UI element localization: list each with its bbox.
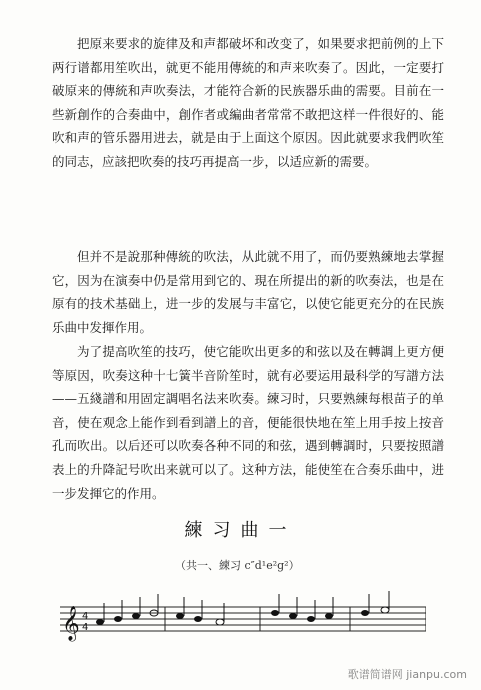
paragraph-3: 为了提高吹笙的技巧，使它能吹出更多的和弦以及在轉調上更方便等原因，吹奏这种十七簧半音阶笙时，就有必要运用最科学的写譜方法——五綫譜和用固定調唱名法来吹奏。練习时，只要熟練每根苗子的单音，使在观念上能作到看到譜上的音，便能很快地在笙上用手按上按音孔而吹出。以后还可以吹奏各种不同的和弦，遇到轉調时，只要按照譜表上的升降記号吹出来就可以了。这种方法，能使笙在合奏乐曲中，进一步发揮它的作用。 — [52, 344, 444, 501]
time-signature: 4 — [82, 611, 89, 622]
paragraph-2: 但并不是說那种傳統的吹法，从此就不用了，而仍要熟練地去掌握它，因为在演奏中仍是常用到它的、現在所提出的新的吹奏法，也是在原有的技术基础上，进一步的发展与丰富它，以使它能更充分的在民族乐曲中发揮作用。 — [52, 249, 444, 335]
notes — [96, 591, 389, 625]
exercise-title: 練习曲一 — [184, 520, 297, 541]
treble-clef-icon: 𝄞 — [62, 606, 80, 641]
watermark: 歌谱简谱网 jianpu.com — [347, 668, 467, 681]
paragraph-1: 把原来要求的旋律及和声都破坏和改变了，如果要求把前例的上下两行谱都用笙吹出，就更不能用傳統的和声来吹奏了。因此，一定要打破原来的傳統和声吹奏法，才能符合新的民族器乐曲的需要。目前在一些新創作的合奏曲中，創作者或編曲者常常不敢把这样一件很好的、能吹和声的管乐器用进去，就是由于上面这个原因。因此就要求我們吹笙的同志，应該把吹奏的技巧再提高一步，以适应新的需要。 — [52, 36, 444, 169]
exercise-subtitle: （共一、練习 c″d¹e²g²） — [175, 559, 300, 572]
music-staff — [60, 575, 426, 645]
svg-text:4: 4 — [82, 622, 89, 633]
